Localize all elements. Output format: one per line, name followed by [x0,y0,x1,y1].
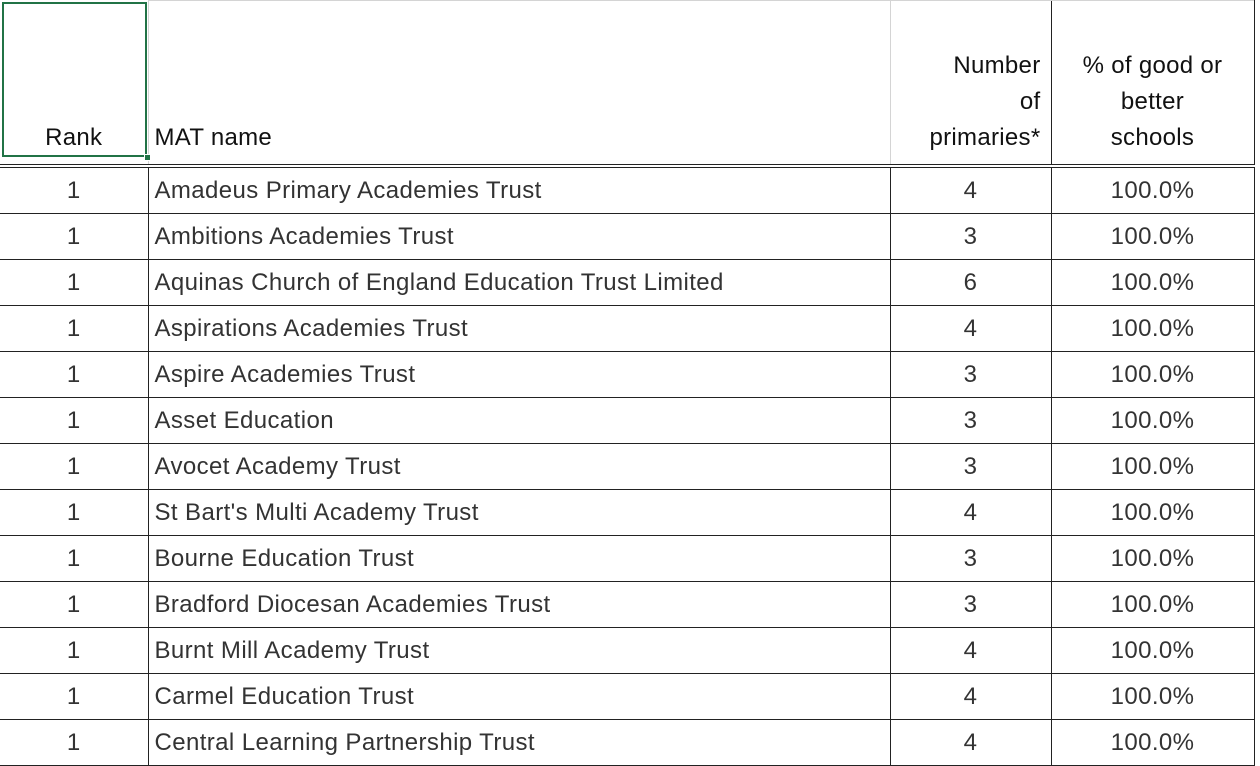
mat-name-cell[interactable]: Avocet Academy Trust [148,444,890,490]
rank-cell[interactable]: 1 [0,674,148,720]
mat-name-cell[interactable]: Aspire Academies Trust [148,352,890,398]
rank-cell[interactable]: 1 [0,720,148,766]
rank-cell[interactable]: 1 [0,260,148,306]
header-pct-line2: better [1120,88,1185,115]
mat-name-cell[interactable]: St Bart's Multi Academy Trust [148,490,890,536]
table-row [0,582,1254,628]
header-pct-line1: % of good or [1082,52,1223,79]
pct-good-cell[interactable]: 100.0% [1051,720,1254,766]
mat-name-cell[interactable]: Bradford Diocesan Academies Trust [148,582,890,628]
mat-name-cell[interactable]: Aquinas Church of England Education Trust Limited [148,260,890,306]
pct-good-cell[interactable]: 100.0% [1051,352,1254,398]
num-primaries-cell[interactable]: 4 [890,628,1051,674]
header-num-line2: of [1019,88,1041,115]
pct-good-cell[interactable]: 100.0% [1051,490,1254,536]
table-row [0,260,1254,306]
header-row [0,0,1254,166]
mat-name-cell[interactable]: Ambitions Academies Trust [148,214,890,260]
rank-cell[interactable]: 1 [0,214,148,260]
pct-good-cell[interactable]: 100.0% [1051,214,1254,260]
rank-cell[interactable]: 1 [0,536,148,582]
pct-good-cell[interactable]: 100.0% [1051,628,1254,674]
table-row [0,398,1254,444]
pct-good-cell[interactable]: 100.0% [1051,444,1254,490]
num-primaries-cell[interactable]: 4 [890,720,1051,766]
table-row [0,490,1254,536]
fill-handle[interactable] [144,154,151,161]
header-cell-mat-name[interactable] [148,0,890,166]
mat-name-cell[interactable]: Carmel Education Trust [148,674,890,720]
pct-good-cell[interactable]: 100.0% [1051,260,1254,306]
table-row [0,444,1254,490]
table-row [0,352,1254,398]
table-row [0,306,1254,352]
header-cell-pct-good[interactable] [1051,0,1254,166]
header-num-line3: primaries* [929,124,1041,151]
header-cell-number-of-primaries[interactable] [890,0,1051,166]
header-num-line1: Number [953,52,1041,79]
table-row [0,720,1254,766]
table-body [0,166,1254,766]
rank-cell[interactable]: 1 [0,582,148,628]
num-primaries-cell[interactable]: 4 [890,490,1051,536]
rank-cell[interactable]: 1 [0,398,148,444]
header-mat-name-label: MAT name [154,124,273,151]
num-primaries-cell[interactable]: 6 [890,260,1051,306]
mat-name-cell[interactable]: Burnt Mill Academy Trust [148,628,890,674]
mat-name-cell[interactable]: Aspirations Academies Trust [148,306,890,352]
table-row [0,536,1254,582]
num-primaries-cell[interactable]: 3 [890,398,1051,444]
pct-good-cell[interactable]: 100.0% [1051,306,1254,352]
mat-name-cell[interactable]: Amadeus Primary Academies Trust [148,166,890,214]
mat-name-cell[interactable]: Central Learning Partnership Trust [148,720,890,766]
table-row [0,214,1254,260]
num-primaries-cell[interactable]: 3 [890,444,1051,490]
top-gridline [148,0,1254,1]
rank-cell[interactable]: 1 [0,166,148,214]
pct-good-cell[interactable]: 100.0% [1051,536,1254,582]
rank-cell[interactable]: 1 [0,490,148,536]
pct-good-cell[interactable]: 100.0% [1051,166,1254,214]
num-primaries-cell[interactable]: 3 [890,582,1051,628]
table-row [0,628,1254,674]
header-rank-label: Rank [45,124,103,151]
pct-good-cell[interactable]: 100.0% [1051,582,1254,628]
rank-cell[interactable]: 1 [0,352,148,398]
table-row [0,674,1254,720]
num-primaries-cell[interactable]: 4 [890,306,1051,352]
num-primaries-cell[interactable]: 3 [890,352,1051,398]
rank-cell[interactable]: 1 [0,628,148,674]
num-primaries-cell[interactable]: 4 [890,674,1051,720]
num-primaries-cell[interactable]: 4 [890,166,1051,214]
pct-good-cell[interactable]: 100.0% [1051,398,1254,444]
pct-good-cell[interactable]: 100.0% [1051,674,1254,720]
header-pct-line3: schools [1110,124,1195,151]
num-primaries-cell[interactable]: 3 [890,536,1051,582]
rank-cell[interactable]: 1 [0,444,148,490]
rank-cell[interactable]: 1 [0,306,148,352]
mat-name-cell[interactable]: Asset Education [148,398,890,444]
mat-name-cell[interactable]: Bourne Education Trust [148,536,890,582]
num-primaries-cell[interactable]: 3 [890,214,1051,260]
table-row [0,166,1254,214]
header-cell-rank[interactable] [0,0,148,166]
